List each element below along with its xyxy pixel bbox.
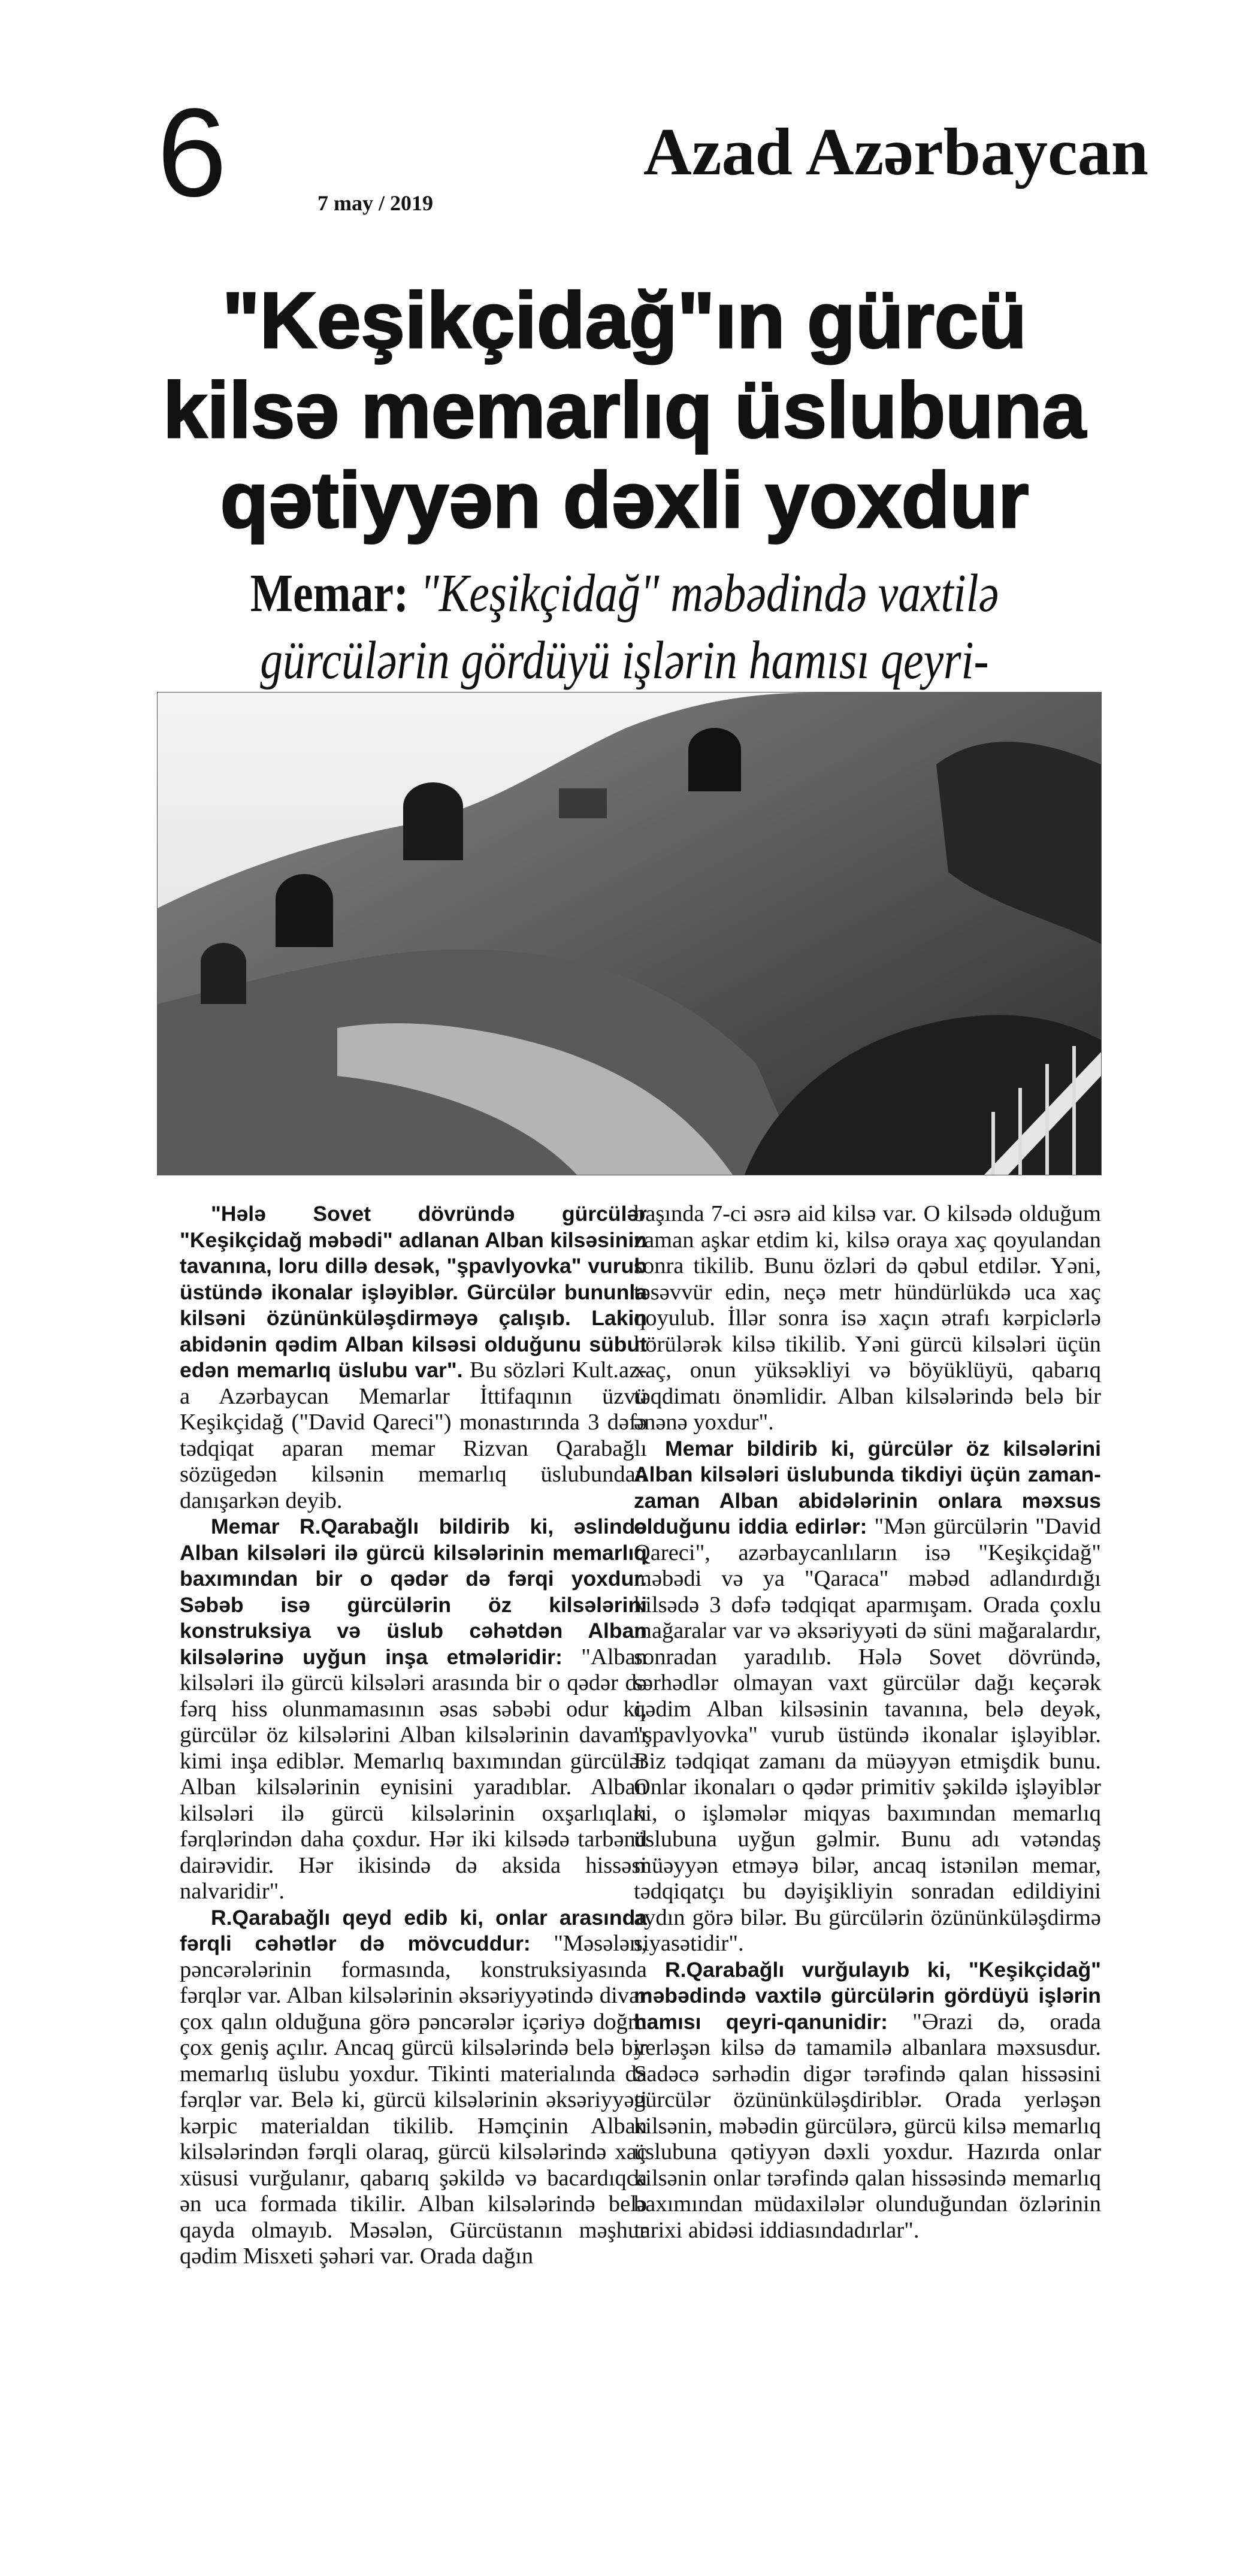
paragraph-text: "Mən gürcülərin "David Qareci", azərbaycanlıların isə "Keşikçidağ" məbədi və ya "Qaraca" məbəd adlandırdığı kilsədə 3 dəfə tədqiqat aparmışam. Orada çoxlu mağaralar var və əksəriyyəti də süni mağaralardır, sonradan yaradılıb. Hələ Sovet dövründə, sərhədlər olmayan vaxt gürcülər dağı keçərək qədim Alban kilsəsinin tavanına, belə deyək, "şpavlyovka" vurub üstündə ikonalar işləyiblər. Biz tədqiqat zamanı da müəyyən etmişdik bunu. Onlar ikonaları o qədər primitiv şəkildə işləyiblər ki, o işləmələr miqyas baxımından memarlıq üslubuna uyğun gəlmir. Bunu adı vətəndaş müəyyən etməyə bilər, ancaq istənilən memar, tədqiqatçı bu dəyişikliyin sonradan edildiyini aydın görə bilər. Bu gürcülərin özününküləşdirmə siyasətidir". — [634, 1514, 1101, 1956]
paragraph-text: "Alban kilsələri ilə gürcü kilsələri arasında bir o qədər də fərq hiss olunmamasının əsas səbəbi odur ki, gürcülər öz kilsələrini Alban kilsələrinin davamı kimi inşa ediblər. Memarlıq baxımından gürcülər Alban kilsələrinin eynisini yaradıblar. Alban kilsələri ilə gürcü kilsələrinin oxşarlıqları fərqlərindən daha çoxdur. Hər iki kilsədə tarbənd dairəvidir. Hər ikisində də aksida hissəsi nalvaridir". — [180, 1644, 647, 1904]
paragraph — [180, 1201, 647, 1514]
paragraph — [634, 1436, 1101, 1957]
paragraph — [180, 1905, 647, 2270]
deck-quote: "Keşikçidağ" məbədində vaxtilə — [420, 564, 999, 623]
deck-line: gürcülərin gördüyü işlərin hamısı qeyri- — [260, 631, 989, 690]
article-column-right — [634, 1201, 1101, 2546]
article-photo — [157, 692, 1102, 1175]
paragraph-text: "Ərazi də, orada yerləşən kilsə də tamamilə albanlara məxsusdur. Sadəcə sərhədin digər tərəfində qalan hissəsini gürcülər özününküləşdiriblər. Orada yerləşən kilsənin, məbədin gürcülərə, gürcü kilsə memarlıq üslubuna qətiyyən dəxli yoxdur. Hazırda onlar kilsənin onlar tərəfində qalan hissəsində memarlıq baxımından müdaxilələr olunduğundan özlərinin tarixi abidəsi iddiasındadırlar". — [634, 2009, 1101, 2243]
deck-line — [211, 560, 1039, 627]
paragraph-lead: Memar bildirib ki, gürcülər öz kilsələrini Alban kilsələri üslubunda tikdiyi üçün zaman-zaman Alban abidələrinin onlara məxsus olduğunu iddia edirlər: — [634, 1436, 1101, 1538]
paragraph — [634, 1957, 1101, 2244]
monastery-photo-illustration — [158, 693, 1101, 1175]
paragraph-text: başında 7-ci əsrə aid kilsə var. O kilsədə olduğum zaman aşkar etdim ki, kilsə oraya xaç qoyulandan sonra tikilib. Bunu özləri də qəbul etdilər. Yəni, təsəvvür edin, neçə metr hündürlükdə uca xaç qoyulub. İllər sonra isə xaçın ətrafı kərpiclərlə hörülərək kilsə tikilib. Yəni gürcü kilsələri üçün xaç, onun yüksəkliyi və böyüklüyü, qabarıq təqdimatı önəmlidir. Alban kilsələrində belə bir ənənə yoxdur". — [634, 1201, 1101, 1435]
masthead: Azad Azərbaycan — [643, 115, 1148, 189]
paragraph-lead: Memar R.Qarabağlı bildirib ki, əslində Alban kilsələri ilə gürcü kilsələrinin memarlıq baxımından bir o qədər də fərqi yoxdur. Səbəb isə gürcülərin öz kilsələrini konstruksiya və üslub cəhətdən Alban kilsələrinə uyğun inşa etmələridir: — [180, 1514, 647, 1669]
issue-date: 7 may / 2019 — [317, 191, 433, 215]
paragraph-lead: R.Qarabağlı qeyd edib ki, onlar arasında fərqli cəhətlər də mövcuddur: — [180, 1905, 647, 1955]
headline — [132, 276, 1117, 545]
headline-line: kilsə memarlıq üslubuna — [163, 366, 1086, 454]
page-number: 6 — [157, 82, 227, 223]
article-column-left — [180, 1201, 647, 2546]
deck-label: Memar: — [250, 564, 409, 623]
paragraph-lead: R.Qarabağlı vurğulayıb ki, "Keşikçidağ" məbədində vaxtilə gürcülərin gördüyü işlərin hamısı qeyri-qanunidir: — [634, 1957, 1101, 2034]
paragraph — [180, 1514, 647, 1905]
paragraph-text: "Məsələn, pəncərələrinin formasında, konstruksiyasında fərqlər var. Alban kilsələrinin əksəriyyətində divar çox qalın olduğuna görə pəncərələr içəriyə doğru çox geniş açılır. Ancaq gürcü kilsələrində belə bir memarlıq üslubu yoxdur. Tikinti materialında da fərqlər var. Belə ki, gürcü kilsələrinin əksəriyyəti kərpic materialdan tikilib. Həmçinin Alban kilsələrindən fərqli olaraq, gürcü kilsələrində xaç xüsusi vurğulanır, qabarıq şəkildə və bacardıqca ən uca formada tikilir. Alban kilsələrində belə qayda olmayıb. Məsələn, Gürcüstanın məşhur qədim Misxeti şəhəri var. Orada dağın — [180, 1931, 647, 2269]
paragraph — [634, 1201, 1101, 1436]
headline-line: qətiyyən dəxli yoxdur — [220, 456, 1029, 544]
paragraph-text: Bu sözləri Kult.az-a Azərbaycan Memarlar İttifaqının üzvü Keşikçidağ ("David Qareci") monastırında 3 dəfə tədqiqat aparan memar Rizvan Qarabağlı sözügedən kilsənin memarlıq üslubundan danışarkən deyib. — [180, 1357, 647, 1513]
paragraph-lead: "Hələ Sovet dövründə gürcülər "Keşikçidağ məbədi" adlanan Alban kilsəsinin tavanına, loru dillə desək, "şpavlyovka" vurub üstündə ikonalar işləyiblər. Gürcülər bununla kilsəni özününküləşdirməyə çalışıb. Lakin abidənin qədim Alban kilsəsi olduğunu sübut edən memarlıq üslubu var". — [180, 1202, 647, 1382]
headline-line: "Keşikçidağ"ın gürcü — [222, 276, 1027, 364]
